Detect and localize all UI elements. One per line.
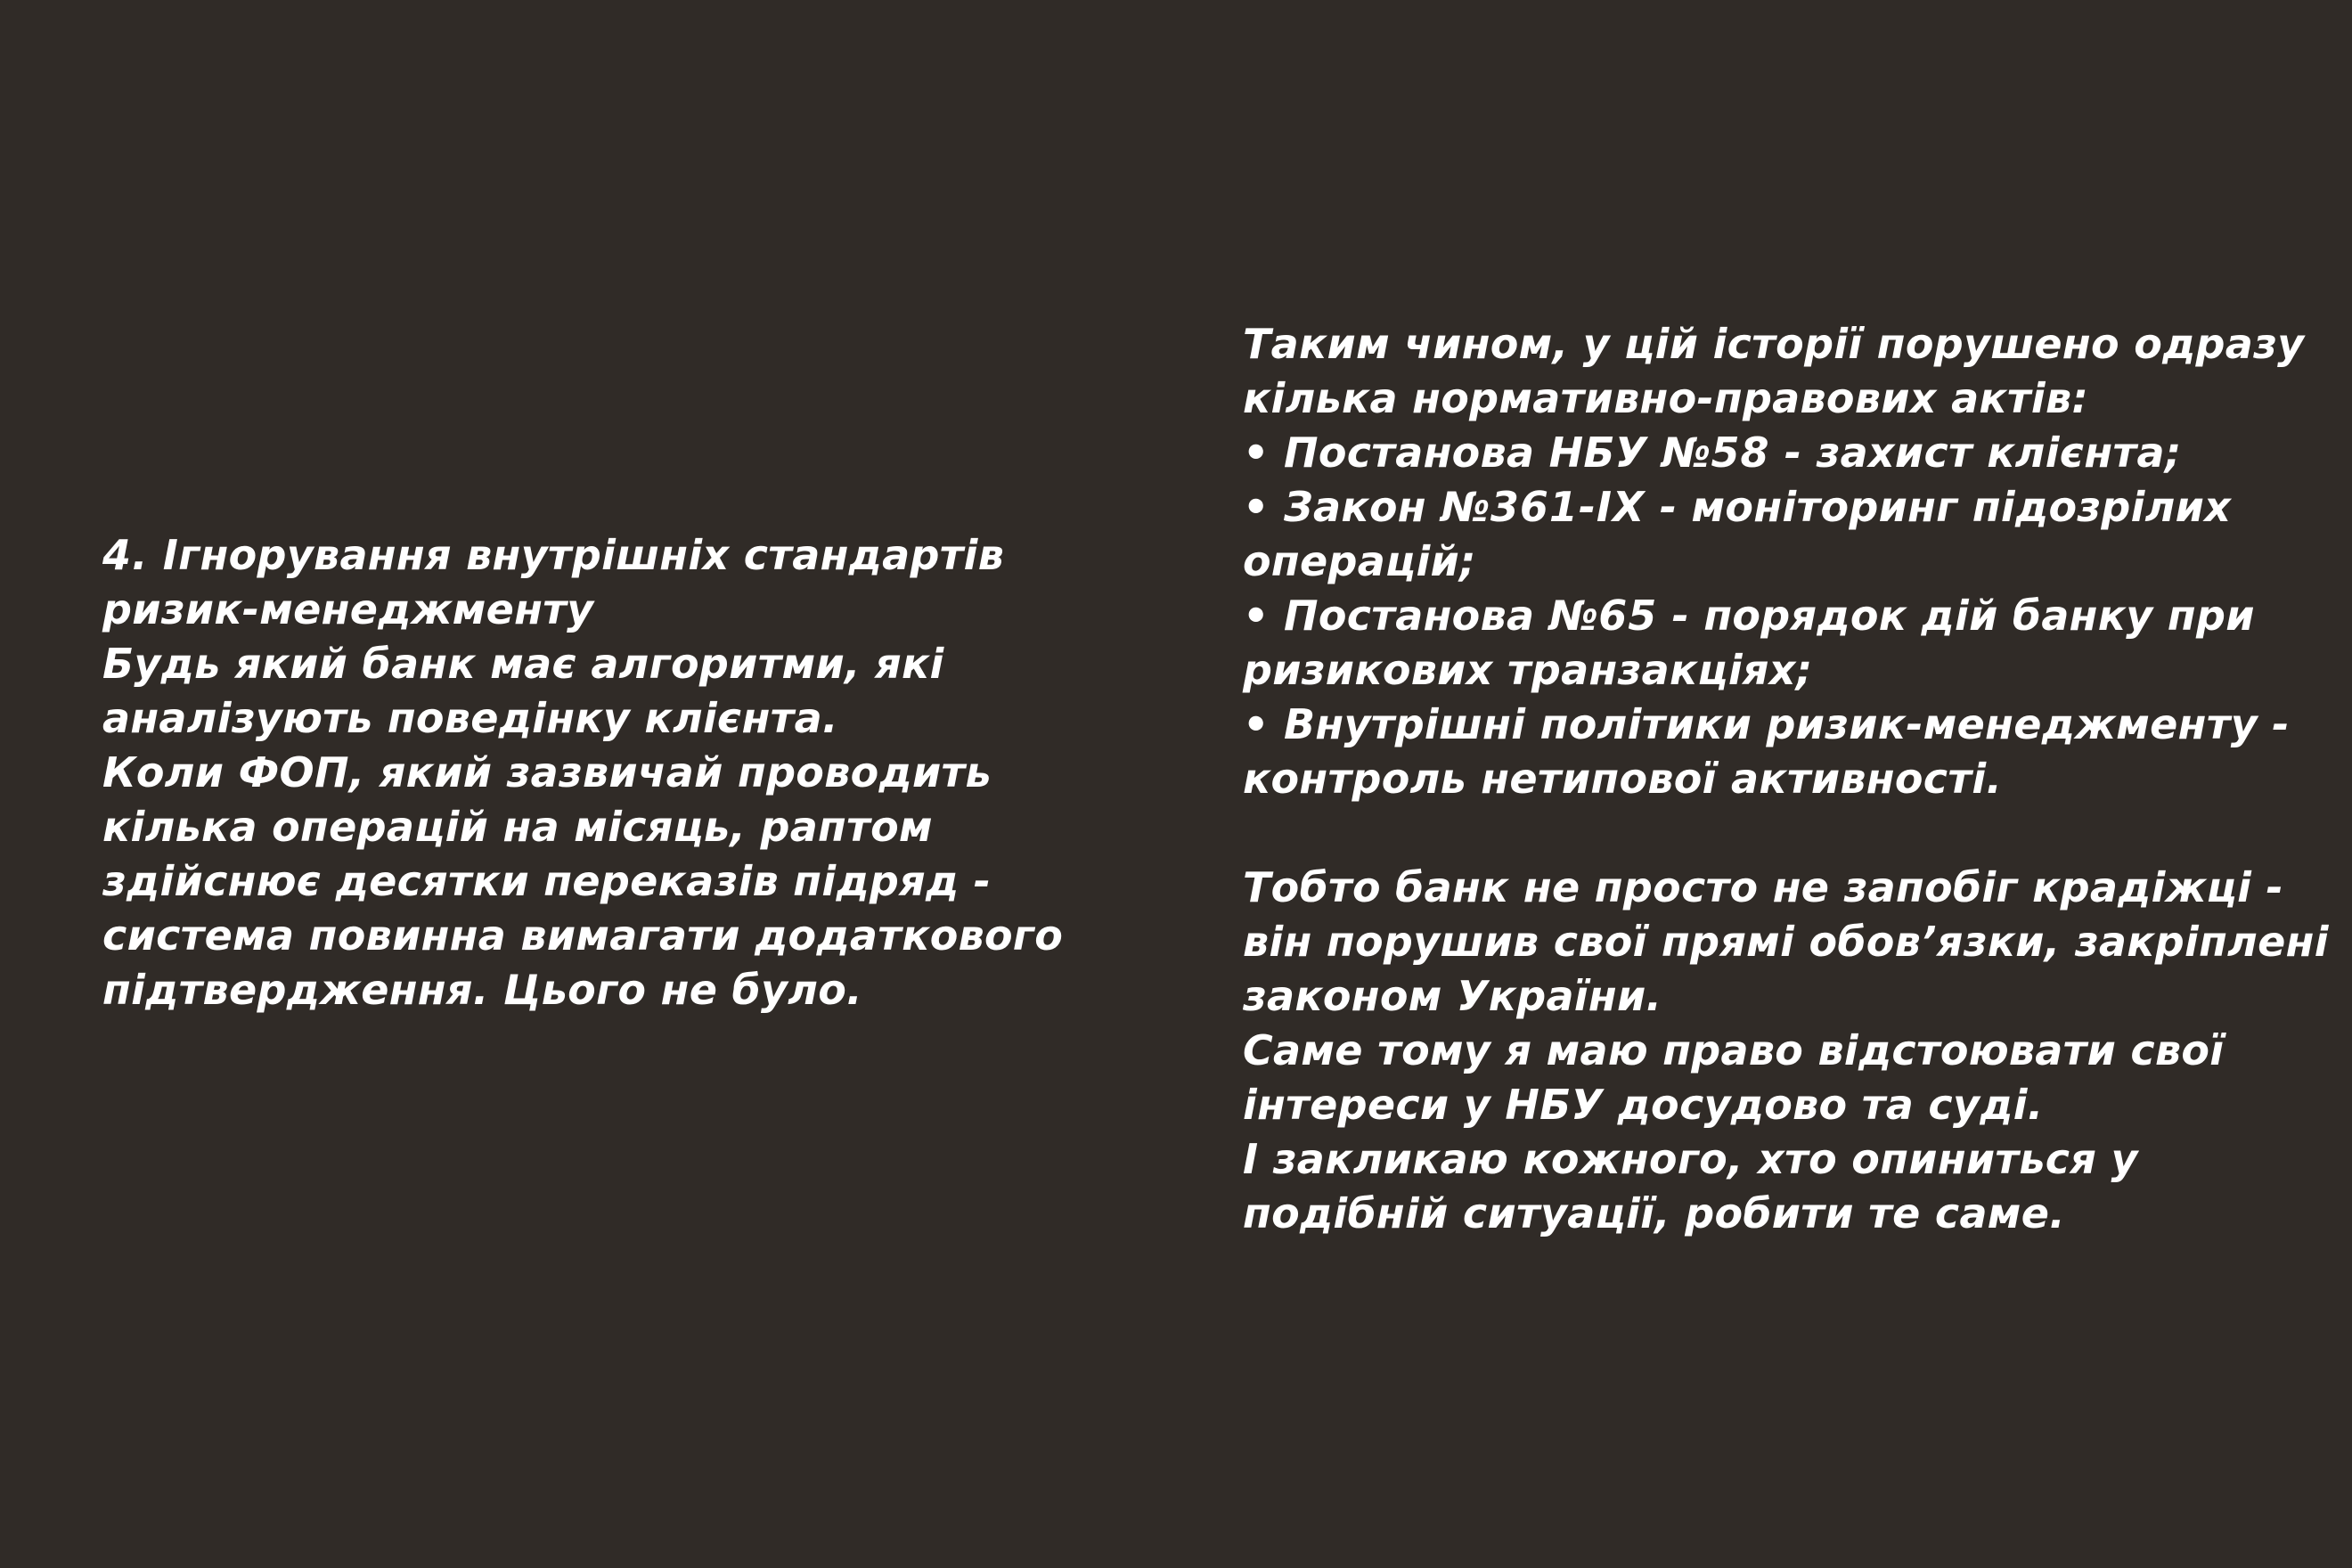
bullet-prefix: • Закон № [1243, 483, 1490, 531]
regulation-number: 58 [1711, 429, 1770, 477]
paragraph-gap [1243, 806, 2343, 861]
bullet-continuation: ризикових транзакціях; [1243, 646, 1813, 694]
bullet-suffix: - порядок дій банку при [1657, 592, 2255, 640]
right-text-column [1243, 317, 2343, 1241]
conclusion-line: Тобто банк не просто не запобіг крадіжці - [1243, 863, 2283, 911]
paragraph-line: система повинна вимагати додаткового [102, 911, 1064, 960]
intro-line: Таким чином, у цій історії порушено одразу [1243, 320, 2305, 368]
conclusion-line: він порушив свої прямі обов’язки, закріплені [1243, 918, 2329, 966]
bullet-suffix: - моніторинг підозрілих [1645, 483, 2232, 531]
bullet-internal-policies: • Внутрішні політики ризик-менеджменту - [1243, 700, 2290, 748]
conclusion-line: інтереси у НБУ досудово та суді. [1243, 1081, 2044, 1129]
paragraph-line: аналізують поведінку клієнта. [102, 694, 838, 742]
paragraph-line: здійснює десятки переказів підряд - [102, 857, 992, 905]
paragraph-line: кілька операцій на місяць, раптом [102, 803, 933, 851]
bullet-continuation: контроль нетипової активності. [1243, 755, 2003, 803]
regulation-number: 65 [1598, 592, 1658, 640]
conclusion-line: Саме тому я маю право відстоювати свої [1243, 1026, 2225, 1074]
bullet-prefix: • Постанова № [1243, 592, 1599, 640]
conclusion-line: І закликаю кожного, хто опиниться у [1243, 1135, 2138, 1183]
conclusion-line: подібній ситуації, робити те саме. [1243, 1189, 2065, 1237]
intro-line: кілька нормативно-правових актів: [1243, 374, 2089, 422]
regulation-number: 361-IX [1490, 483, 1646, 531]
left-text-column [102, 528, 1207, 1017]
bullet-continuation: операцій; [1243, 537, 1476, 585]
bullet-suffix: - захист клієнта; [1769, 429, 2182, 477]
bullet-prefix: • Постанова НБУ № [1243, 429, 1711, 477]
bullet-law-361 [1243, 480, 2343, 535]
section-heading [102, 528, 1207, 583]
conclusion-line: законом України. [1243, 972, 1662, 1020]
section-number: 4. [102, 531, 149, 579]
paragraph-line: Коли ФОП, який зазвичай проводить [102, 748, 992, 796]
paragraph-line: підтвердження. Цього не було. [102, 966, 862, 1014]
section-heading-continued: ризик-менеджменту [102, 585, 594, 633]
bullet-resolution-65 [1243, 589, 2343, 643]
section-heading-text: Ігнорування внутрішніх стандартів [148, 531, 1005, 579]
paragraph-line: Будь який банк має алгоритми, які [102, 640, 944, 688]
bullet-nbu-58 [1243, 426, 2343, 480]
